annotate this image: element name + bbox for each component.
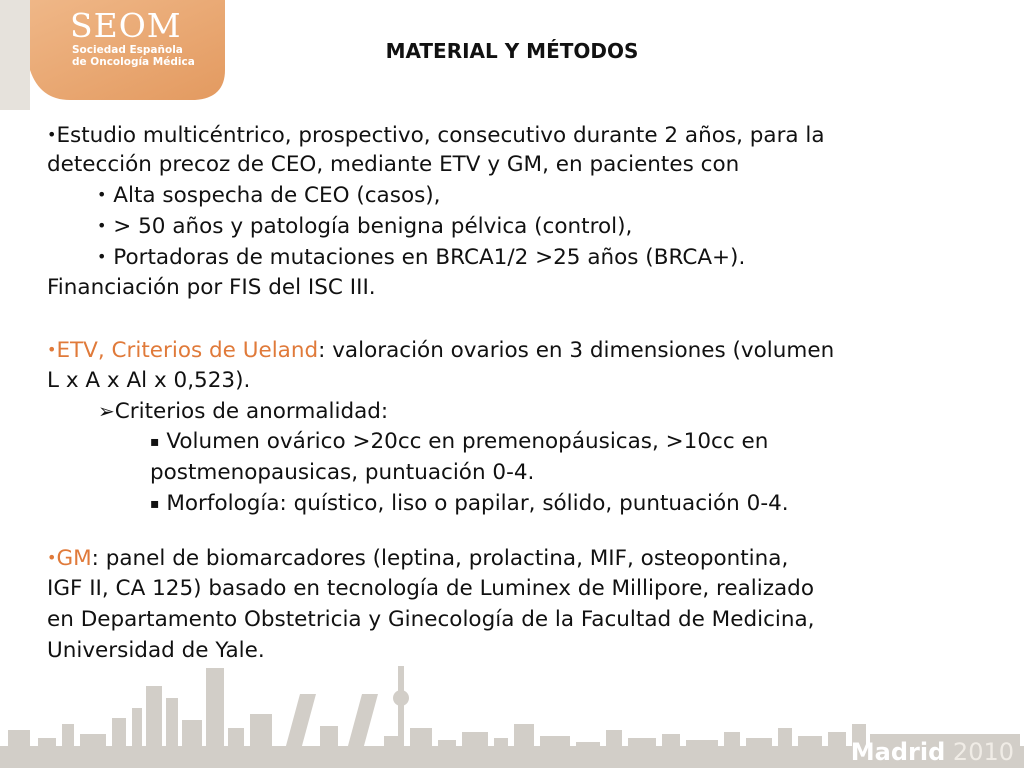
- bullet2-subhead-text: Criterios de anormalidad:: [114, 399, 389, 424]
- square-bullet-icon: ▪: [150, 496, 160, 512]
- bullet1-line1-text: Estudio multicéntrico, prospectivo, consecutivo durante 2 años, para la: [56, 123, 825, 148]
- bullet1-line2: detección precoz de CEO, mediante ETV y GM, en pacientes con: [47, 152, 740, 177]
- bullet1-sub1: [97, 180, 441, 211]
- event-footer-label: [851, 738, 1014, 766]
- bullet2-item2: [150, 489, 789, 519]
- bullet3-line1: [47, 543, 788, 574]
- logo-subtitle-line2: de Oncología Médica: [72, 56, 195, 68]
- bullet3-line2: IGF II, CA 125) basado en tecnología de Luminex de Millipore, realizado: [47, 576, 814, 601]
- bullet-dot: •: [47, 125, 57, 144]
- bullet2-line2: L x A x Al x 0,523).: [47, 368, 251, 393]
- bullet2-item1-line2: postmenopausicas, puntuación 0-4.: [150, 460, 535, 485]
- bullet2-item2-text: Morfología: quístico, liso o papilar, sólido, puntuación 0-4.: [166, 491, 789, 516]
- bullet3-line1-rest: : panel de biomarcadores (leptina, prolactina, MIF, osteopontina,: [91, 546, 789, 571]
- bullet3-line4: Universidad de Yale.: [47, 638, 265, 663]
- bullet1-sub3: [97, 242, 745, 273]
- sub-bullet-dot: •: [97, 216, 107, 235]
- bullet1-line3: Financiación por FIS del ISC III.: [47, 275, 376, 300]
- bullet2-highlight: ETV, Criterios de Ueland: [56, 338, 319, 363]
- bullet3-highlight: GM: [56, 546, 92, 571]
- bullet1-sub2: [97, 211, 632, 242]
- bullet2-item1-line1: [150, 427, 768, 457]
- square-bullet-icon: ▪: [150, 434, 160, 450]
- arrow-bullet-icon: ➢: [98, 399, 115, 423]
- bullet2-line1: [47, 335, 834, 366]
- bullet1-sub2-text: > 50 años y patología benigna pélvica (control),: [113, 214, 633, 239]
- sub-bullet-dot: •: [97, 247, 107, 266]
- bullet2-item1-text: Volumen ovárico >20cc en premenopáusicas, >10cc en: [166, 429, 769, 454]
- bullet3-line3: en Departamento Obstetricia y Ginecología de la Facultad de Medicina,: [47, 607, 815, 632]
- logo-title: SEOM: [70, 6, 182, 45]
- footer-year: 2010: [952, 738, 1014, 766]
- bullet2-subhead: [98, 396, 388, 427]
- sub-bullet-dot: •: [97, 185, 107, 204]
- bullet-dot: •: [47, 548, 57, 567]
- bullet1-line1: [47, 120, 825, 151]
- logo-subtitle-line1: Sociedad Española: [72, 44, 183, 56]
- bullet-dot: •: [47, 340, 57, 359]
- bullet2-line1-rest: : valoración ovarios en 3 dimensiones (volumen: [318, 338, 835, 363]
- bullet1-sub3-text: Portadoras de mutaciones en BRCA1/2 >25 años (BRCA+).: [113, 245, 746, 270]
- footer-city: Madrid: [850, 738, 946, 766]
- slide-title: MATERIAL Y MÉTODOS: [385, 39, 639, 63]
- bullet1-sub1-text: Alta sospecha de CEO (casos),: [113, 183, 441, 208]
